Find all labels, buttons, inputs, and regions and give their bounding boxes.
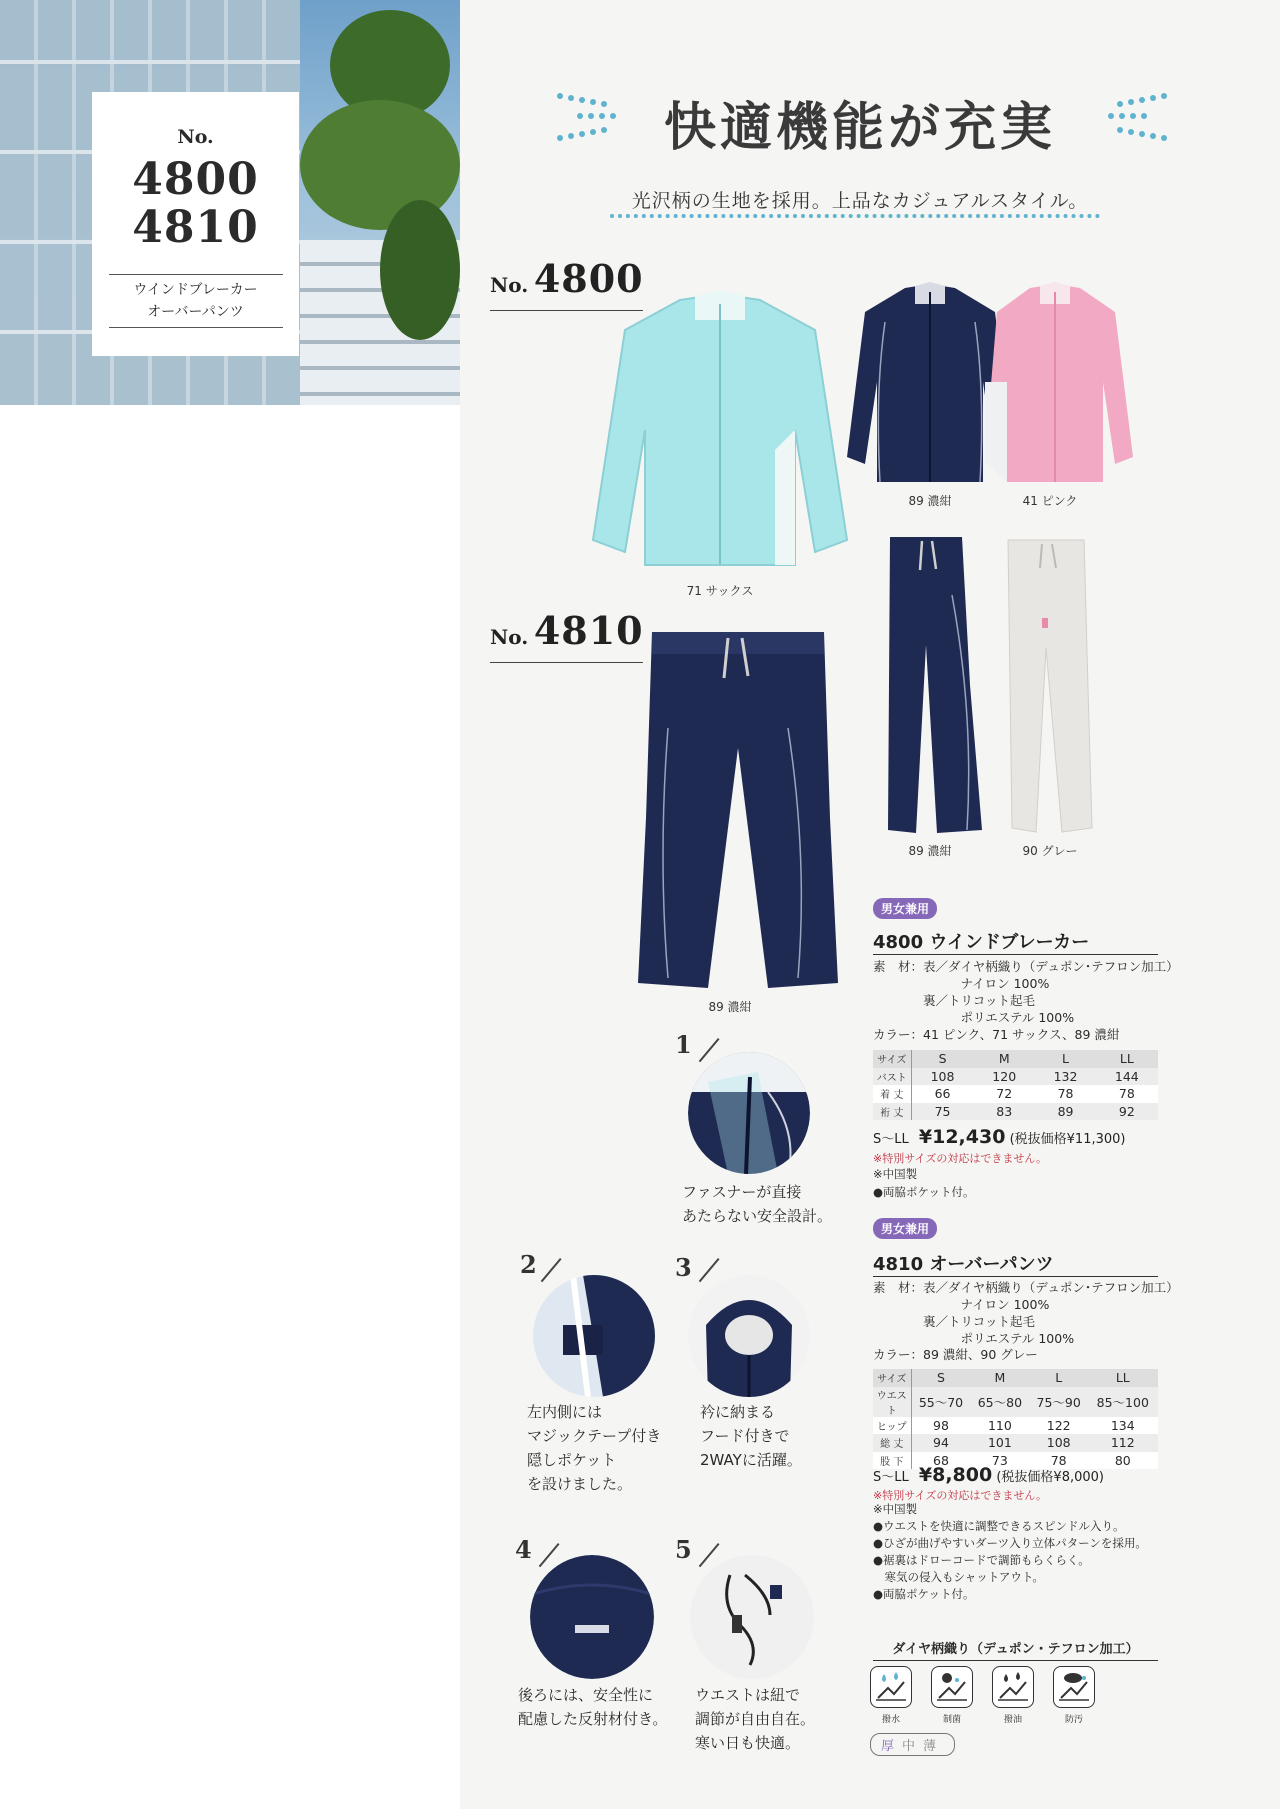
detail-photo-reflector xyxy=(530,1555,654,1679)
table-cell: 55〜70 xyxy=(911,1387,970,1417)
product-title: 4810 オーバーパンツ xyxy=(873,1254,1054,1275)
detail-number: 2 xyxy=(520,1250,537,1279)
table-cell: 120 xyxy=(974,1068,1035,1086)
pants-image-grey xyxy=(1002,538,1102,836)
table-cell: 92 xyxy=(1096,1103,1157,1121)
feature-item: ●ウエストを快適に調整できるスピンドル入り。 xyxy=(873,1519,1125,1533)
divider xyxy=(873,954,1158,955)
subtitle: オーバーパンツ xyxy=(147,304,244,320)
feature-item: ●ひざが曲げやすいダーツ入り立体パターンを採用。 xyxy=(873,1536,1147,1550)
table-cell: 89 xyxy=(1035,1103,1096,1121)
divider xyxy=(109,327,283,328)
tree-foliage xyxy=(380,200,460,340)
size-range: S〜LL xyxy=(873,1470,909,1485)
jacket-image-pink xyxy=(985,282,1135,492)
no-label: No. xyxy=(490,625,529,649)
page-edge xyxy=(460,405,475,1809)
table-cell: 75 xyxy=(911,1103,974,1121)
color-caption: 41 ピンク xyxy=(1022,494,1078,508)
fabric-feature-label: 撥油 xyxy=(1003,1715,1022,1725)
table-cell: ウエスト xyxy=(873,1387,911,1417)
antibacterial-icon xyxy=(931,1666,973,1708)
product-no-4810 xyxy=(490,608,644,653)
thickness-label: 薄 xyxy=(923,1739,945,1754)
table-cell: M xyxy=(974,1050,1035,1068)
price: ¥8,800 xyxy=(918,1464,993,1486)
no-label: No. xyxy=(490,273,529,297)
divider xyxy=(873,1276,1158,1277)
detail-photo-zipper xyxy=(688,1052,810,1174)
table-cell: サイズ xyxy=(873,1369,911,1387)
fabric-feature-label: 制菌 xyxy=(942,1715,961,1725)
table-cell: 144 xyxy=(1096,1068,1157,1086)
table-cell: 78 xyxy=(1029,1452,1088,1470)
table-cell: 73 xyxy=(970,1452,1029,1470)
fabric-feature xyxy=(992,1666,1034,1725)
fabric-feature xyxy=(870,1666,912,1725)
table-cell: 80 xyxy=(1088,1452,1157,1470)
pants-image-navy-large xyxy=(638,628,838,990)
price-line xyxy=(873,1464,1104,1486)
material-spec: 素 材：表／ダイヤ柄織り（デュポン･テフロン加工） ナイロン 100% 裏／トリコット起毛 ポリエステル 100% xyxy=(873,959,1179,1025)
color-caption: 90 グレー xyxy=(1022,844,1078,858)
detail-text: ファスナーが直接 あたらない安全設計。 xyxy=(682,1183,833,1225)
table-row xyxy=(873,1434,1158,1452)
fabric-title: ダイヤ柄織り（デュポン・テフロン加工） xyxy=(873,1638,1158,1661)
table-cell: 108 xyxy=(911,1068,974,1086)
product-title: 4800 ウインドブレーカー xyxy=(873,932,1090,953)
dotted-underline xyxy=(610,214,1100,218)
price-note: (税抜価格¥11,300) xyxy=(1009,1132,1126,1147)
table-cell: 78 xyxy=(1035,1085,1096,1103)
fabric-feature-label: 撥水 xyxy=(881,1715,900,1725)
dots-decoration-right xyxy=(1100,88,1170,148)
special-size-note: ※特別サイズの対応はできません。 xyxy=(873,1152,1047,1165)
origin-note: ※中国製 xyxy=(873,1502,918,1516)
table-row xyxy=(873,1387,1158,1417)
table-cell: 75〜90 xyxy=(1029,1387,1088,1417)
table-cell: 108 xyxy=(1029,1434,1088,1452)
table-cell: 66 xyxy=(911,1085,974,1103)
table-cell: 着 丈 xyxy=(873,1085,911,1103)
price-line xyxy=(873,1126,1125,1148)
thickness-label: 中 xyxy=(902,1739,924,1754)
product-number: 4810 xyxy=(132,202,259,253)
table-cell: 85〜100 xyxy=(1088,1387,1157,1417)
special-size-note: ※特別サイズの対応はできません。 xyxy=(873,1489,1047,1502)
detail-number: 3 xyxy=(675,1253,692,1282)
color-spec: カラー：41 ピンク、71 サックス、89 濃紺 xyxy=(873,1027,1120,1042)
table-cell: 65〜80 xyxy=(970,1387,1029,1417)
unisex-tag: 男女兼用 xyxy=(873,1218,937,1239)
detail-photo-waist-cord xyxy=(690,1555,814,1679)
detail-text: ウエストは紐で 調節が自由自在。 寒い日も快適。 xyxy=(695,1686,816,1752)
page-title: 快適機能が充実 xyxy=(663,98,1056,158)
table-cell: S xyxy=(911,1369,970,1387)
size-table-4800 xyxy=(873,1050,1158,1120)
color-caption: 89 濃紺 xyxy=(908,844,952,858)
detail-number: 1 xyxy=(675,1030,692,1059)
origin-note: ※中国製 xyxy=(873,1167,918,1181)
detail-number: 4 xyxy=(515,1535,532,1564)
stain-proof-icon xyxy=(1053,1666,1095,1708)
table-header-row xyxy=(873,1369,1158,1387)
table-cell: バスト xyxy=(873,1068,911,1086)
table-cell: 132 xyxy=(1035,1068,1096,1086)
table-cell: L xyxy=(1035,1050,1096,1068)
fabric-icons xyxy=(870,1666,1095,1725)
table-cell: 総 丈 xyxy=(873,1434,911,1452)
fabric-feature xyxy=(931,1666,973,1725)
table-cell: 112 xyxy=(1088,1434,1157,1452)
detail-text: 衿に納まる フード付きで 2WAYに活躍。 xyxy=(700,1403,802,1469)
product-number-card xyxy=(92,92,299,356)
price: ¥12,430 xyxy=(918,1126,1006,1148)
table-row xyxy=(873,1068,1158,1086)
color-caption: 71 サックス xyxy=(686,584,754,598)
no-label: No. xyxy=(177,126,214,148)
detail-number: 5 xyxy=(675,1535,692,1564)
table-cell: 110 xyxy=(970,1417,1029,1435)
table-row xyxy=(873,1417,1158,1435)
feature-item: ●両脇ポケット付。 xyxy=(873,1185,975,1199)
table-cell: L xyxy=(1029,1369,1088,1387)
color-caption: 89 濃紺 xyxy=(708,1000,752,1014)
subtitle: ウインドブレーカー xyxy=(133,282,258,298)
detail-photo-pocket xyxy=(533,1275,655,1397)
page-subtitle: 光沢柄の生地を採用。上品なカジュアルスタイル。 xyxy=(631,190,1089,212)
feature-item: ●裾裏はドローコードで調節もらくらく。 xyxy=(873,1553,1090,1567)
table-cell: ヒップ xyxy=(873,1417,911,1435)
product-number: 4810 xyxy=(533,608,644,653)
divider xyxy=(490,662,643,663)
feature-item: ●両脇ポケット付。 xyxy=(873,1587,975,1601)
table-cell: 72 xyxy=(974,1085,1035,1103)
table-cell: LL xyxy=(1096,1050,1157,1068)
pants-image-navy xyxy=(882,535,992,835)
material-spec: 素 材：表／ダイヤ柄織り（デュポン･テフロン加工） ナイロン 100% 裏／トリコット起毛 ポリエステル 100% xyxy=(873,1280,1179,1346)
feature-list xyxy=(873,1518,1147,1603)
detail-photo-hood xyxy=(688,1275,810,1397)
color-caption: 89 濃紺 xyxy=(908,494,952,508)
fabric-feature xyxy=(1053,1666,1095,1725)
table-cell: 101 xyxy=(970,1434,1029,1452)
table-cell: 股 下 xyxy=(873,1452,911,1470)
table-cell: LL xyxy=(1088,1369,1157,1387)
feature-item: 寒気の侵入もシャットアウト。 xyxy=(873,1570,1044,1584)
table-cell: 83 xyxy=(974,1103,1035,1121)
dots-decoration-left xyxy=(555,88,625,148)
fabric-feature-label: 防汚 xyxy=(1064,1715,1083,1725)
table-cell: 98 xyxy=(911,1417,970,1435)
product-number: 4800 xyxy=(533,256,644,301)
table-cell: 裄 丈 xyxy=(873,1103,911,1121)
jacket-image-sax xyxy=(585,290,855,580)
table-row xyxy=(873,1085,1158,1103)
table-cell: サイズ xyxy=(873,1050,911,1068)
water-repellent-icon xyxy=(870,1666,912,1708)
oil-repellent-icon xyxy=(992,1666,1034,1708)
table-cell: 134 xyxy=(1088,1417,1157,1435)
card-subtitles xyxy=(92,275,299,327)
table-cell: 122 xyxy=(1029,1417,1088,1435)
table-cell: 78 xyxy=(1096,1085,1157,1103)
thickness-label: 厚 xyxy=(881,1739,903,1754)
thickness-scale xyxy=(870,1733,955,1756)
size-range: S〜LL xyxy=(873,1132,909,1147)
table-cell: 68 xyxy=(911,1452,970,1470)
detail-text: 後ろには、安全性に 配慮した反射材付き。 xyxy=(518,1686,668,1728)
size-table-4810 xyxy=(873,1369,1158,1469)
table-row xyxy=(873,1103,1158,1121)
table-cell: M xyxy=(970,1369,1029,1387)
table-cell: 94 xyxy=(911,1434,970,1452)
price-note: (税抜価格¥8,000) xyxy=(996,1470,1104,1485)
table-header-row xyxy=(873,1050,1158,1068)
table-cell: S xyxy=(911,1050,974,1068)
detail-text: 左内側には マジックテープ付き 隠しポケット を設けました。 xyxy=(527,1403,662,1493)
unisex-tag: 男女兼用 xyxy=(873,898,937,919)
color-spec: カラー：89 濃紺、90 グレー xyxy=(873,1347,1038,1362)
product-number: 4800 xyxy=(132,154,259,205)
blank-area xyxy=(0,405,475,1809)
